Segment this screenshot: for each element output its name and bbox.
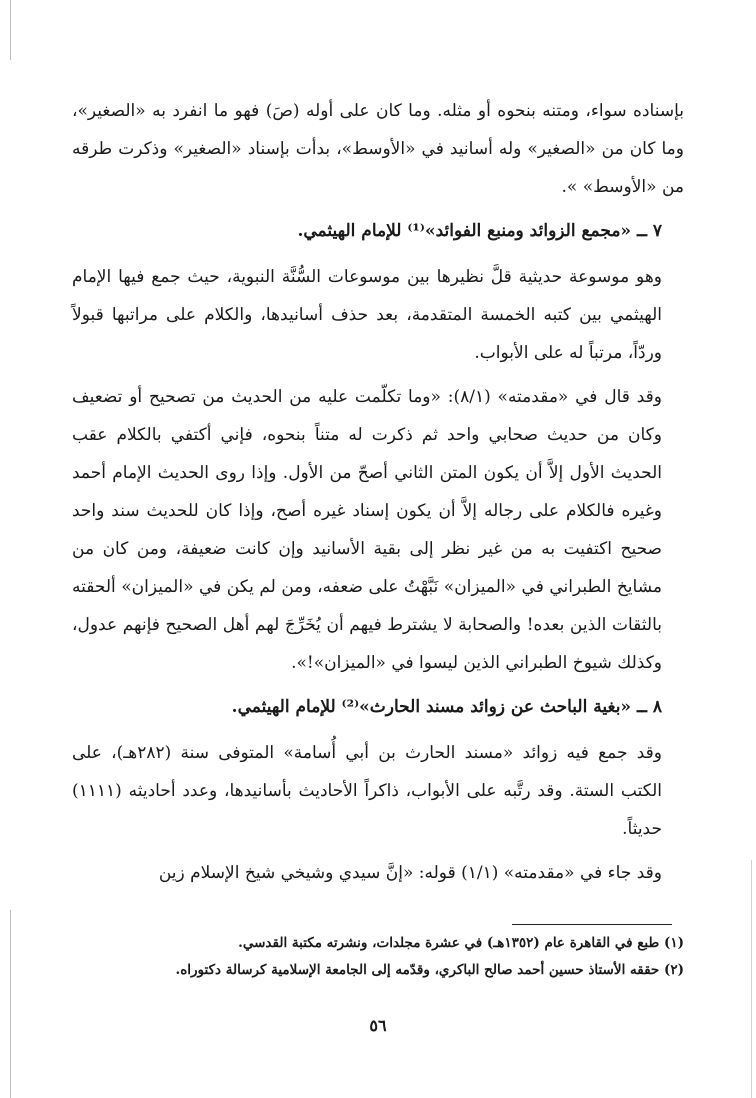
- body-text: [72, 92, 684, 898]
- footnote-1: (١) طبع في القاهرة عام (١٣٥٢هـ) في عشرة مجلدات، ونشرته مكتبة القدسي.: [238, 935, 684, 951]
- heading-item-8: ٨ ــ «بغية الباحث عن زوائد مسند الحارث»⁽²⁾ للإمام الهيثمي.: [231, 697, 662, 717]
- footnote-2: (٢) حققه الأستاذ حسين أحمد صالح الباكري، وقدّمه إلى الجامعة الإسلامية كرسالة دكتوراه.: [175, 962, 684, 978]
- heading-item-7: ٧ ــ «مجمع الزوائد ومنبع الفوائد»⁽¹⁾ للإمام الهيثمي.: [297, 221, 662, 241]
- paragraph-bughya-description: وقد جمع فيه زوائد «مسند الحارث بن أبي أُسامة» المتوفى سنة (٢٨٢هـ)، على الكتب الستة. وقد رتَّبه على الأبواب، ذاكراً الأحاديث بأسانيدها، وعدد أحاديثه (١١١١) حديثاً.: [72, 743, 662, 839]
- footnote-separator: [512, 924, 672, 925]
- paragraph-bughya-quote: وقد جاء في «مقدمته» (١/١) قوله: «إنَّ سيدي وشيخي شيخ الإسلام زين: [158, 863, 662, 883]
- margin-line-bottom: [10, 910, 11, 1098]
- paragraph-continuation: بإسناده سواء، ومتنه بنحوه أو مثله. وما كان على أوله (صَ) فهو ما انفرد به «الصغير»، وما كان من «الصغير» وله أسانيد في «الأوسط»، بدأت بإسناد «الصغير» وذكرت طرقه من «الأوسط» ».: [72, 101, 684, 197]
- page-number: ٥٦: [369, 1016, 387, 1035]
- paragraph-majma-quote: وقد قال في «مقدمته» (٨/١): «وما تكلّمت عليه من الحديث من تصحيح أو تضعيف وكان من حديث صحابي واحد ثم ذكرت له متناً بنحوه، فإني أكتفي بالكلام عقب الحديث الأول إلاَّ أن يكون المتن الثاني أصحّ من الأول. وإذا روى الحديث الإمام أحمد وغيره فالكلام على رجاله إلاَّ أن يكون إسناد غيره أصح، وإذا كان للحديث سند واحد صحيح اكتفيت به من غير نظر إلى بقية الأسانيد وإن كانت ضعيفة، ومن كان من مشايخ الطبراني في «الميزان» نَبَّهْتُ على ضعفه، ومن لم يكن في «الميزان» ألحقته بالثقات الذين بعده! والصحابة لا يشترط فيهم أن يُخَرِّجَ لهم أهل الصحيح فإنهم عدول، وكذلك شيوخ الطبراني الذين ليسوا في «الميزان»!».: [72, 387, 662, 673]
- margin-line-top: [10, 0, 11, 60]
- margin-line-right: [751, 860, 752, 1098]
- paragraph-majma-description: وهو موسوعة حديثية قلَّ نظيرها بين موسوعات السُّنَّة النبوية، حيث جمع فيها الإمام الهيثمي بين كتبه الخمسة المتقدمة، بعد حذف أسانيدها، والكلام على مراتبها قبولاً وردّاً، مرتباً له على الأبواب.: [72, 267, 662, 363]
- footnotes: [72, 930, 684, 984]
